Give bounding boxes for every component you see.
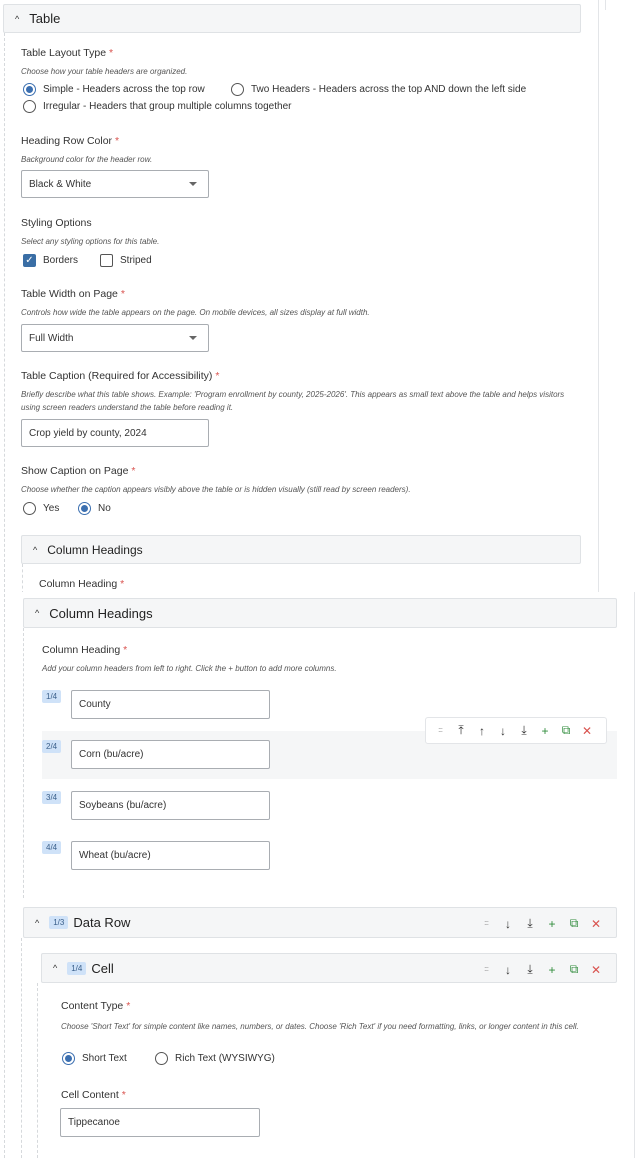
- nest-guide: [4, 33, 5, 1158]
- panel-border: [598, 0, 599, 592]
- move-down-icon[interactable]: ↓: [500, 723, 506, 738]
- radio-selected-icon: [78, 502, 91, 515]
- styling-desc: Select any styling options for this table.: [21, 237, 160, 246]
- move-bottom-icon[interactable]: ⤓: [527, 962, 533, 976]
- column-heading-input[interactable]: Soybeans (bu/acre): [71, 791, 270, 820]
- column-heading-input[interactable]: Wheat (bu/acre): [71, 841, 270, 870]
- copy-icon[interactable]: ⧉: [561, 723, 571, 737]
- layout-type-desc: Choose how your table headers are organized.: [21, 67, 188, 76]
- cell-content-label: Cell Content *: [61, 1089, 126, 1101]
- radio-icon: [23, 100, 36, 113]
- short-text-radio[interactable]: Short Text: [62, 1052, 127, 1065]
- item-badge: 1/4: [42, 690, 61, 703]
- panel-border: [605, 0, 606, 10]
- copy-icon[interactable]: ⧉: [569, 962, 579, 976]
- data-row-header[interactable]: [23, 907, 617, 938]
- move-down-icon[interactable]: ↓: [505, 962, 511, 977]
- item-badge: 4/4: [42, 841, 61, 854]
- move-bottom-icon[interactable]: ⤓: [521, 723, 527, 737]
- content-type-desc: Choose 'Short Text' for simple content like names, numbers, or dates. Choose 'Rich Text' if you need formatting, links, or longer content in this cell.: [61, 1022, 579, 1031]
- remove-icon[interactable]: ✕: [590, 916, 602, 931]
- column-heading-label: Column Heading *: [42, 644, 128, 656]
- show-caption-no-radio[interactable]: No: [78, 502, 111, 515]
- radio-icon: [231, 83, 244, 96]
- add-icon[interactable]: +: [541, 723, 549, 738]
- move-up-icon[interactable]: ↑: [479, 723, 485, 738]
- chevron-up-icon: ^: [33, 544, 38, 555]
- chevron-up-icon: ^: [35, 917, 40, 928]
- item-toolbar: [480, 916, 602, 931]
- show-caption-label: Show Caption on Page *: [21, 465, 136, 477]
- nest-guide: [23, 628, 24, 898]
- column-heading-label: Column Heading *: [39, 578, 125, 590]
- nest-guide: [21, 938, 22, 1158]
- item-badge: 1/4: [67, 962, 86, 975]
- column-heading-desc: Add your column headers from left to right. Click the + button to add more columns.: [42, 664, 337, 673]
- section-title: Column Headings: [47, 542, 143, 557]
- content-type-label: Content Type *: [61, 1000, 131, 1012]
- move-bottom-icon[interactable]: ⤓: [527, 916, 533, 930]
- styling-label: Styling Options: [21, 217, 92, 229]
- layout-simple-radio[interactable]: Simple - Headers across the top row: [23, 83, 205, 96]
- section-title: Column Headings: [49, 605, 153, 621]
- overlay-panel: [8, 592, 636, 1158]
- remove-icon[interactable]: ✕: [590, 962, 602, 977]
- radio-selected-icon: [23, 83, 36, 96]
- panel-border: [634, 592, 635, 1158]
- column-headings-header-behind[interactable]: [21, 535, 581, 564]
- cell-header[interactable]: [41, 953, 617, 983]
- drag-handle-icon[interactable]: ::::: [484, 920, 488, 927]
- heading-color-select[interactable]: Black & White: [21, 170, 209, 198]
- layout-type-label: Table Layout Type *: [21, 47, 114, 59]
- item-toolbar: [425, 717, 607, 744]
- checkmark-icon: ✓: [23, 254, 36, 267]
- caption-input[interactable]: Crop yield by county, 2024: [21, 419, 209, 447]
- heading-color-desc: Background color for the header row.: [21, 155, 153, 164]
- section-title: Table: [29, 11, 61, 26]
- item-badge: 3/4: [42, 791, 61, 804]
- caret-down-icon: [189, 336, 197, 340]
- section-title: Data Row: [73, 915, 131, 930]
- show-caption-yes-radio[interactable]: Yes: [23, 502, 59, 515]
- width-desc: Controls how wide the table appears on the page. On mobile devices, all sizes display at full width.: [21, 308, 370, 317]
- striped-checkbox[interactable]: Striped: [100, 254, 152, 267]
- chevron-up-icon: ^: [35, 608, 40, 618]
- drag-handle-icon[interactable]: ::::: [484, 966, 488, 973]
- layout-irregular-radio[interactable]: Irregular - Headers that group multiple columns together: [23, 100, 291, 113]
- move-top-icon[interactable]: ⤒: [458, 723, 464, 737]
- show-caption-desc: Choose whether the caption appears visibly above the table or is hidden visually (still read by screen readers).: [21, 485, 411, 494]
- caption-desc: Briefly describe what this table shows. Example: 'Program enrollment by county, 2025-2026'. This appears as small text above the table and helps visitors using screen readers understand the table before reading it.: [21, 390, 565, 412]
- move-down-icon[interactable]: ↓: [505, 916, 511, 931]
- table-section-header[interactable]: [3, 4, 581, 33]
- column-headings-header[interactable]: [23, 598, 617, 628]
- column-heading-input[interactable]: County: [71, 690, 270, 719]
- width-select[interactable]: Full Width: [21, 324, 209, 352]
- heading-color-label: Heading Row Color *: [21, 135, 120, 147]
- cell-content-input[interactable]: Tippecanoe: [60, 1108, 260, 1137]
- add-icon[interactable]: +: [548, 962, 556, 977]
- add-icon[interactable]: +: [548, 916, 556, 931]
- caret-down-icon: [189, 182, 197, 186]
- column-heading-input[interactable]: Corn (bu/acre): [71, 740, 270, 769]
- caption-label: Table Caption (Required for Accessibility) *: [21, 370, 220, 382]
- radio-icon: [155, 1052, 168, 1065]
- item-badge: 1/3: [49, 916, 68, 929]
- width-label: Table Width on Page *: [21, 288, 125, 300]
- rich-text-radio[interactable]: Rich Text (WYSIWYG): [155, 1052, 275, 1065]
- radio-icon: [23, 502, 36, 515]
- nest-guide: [37, 983, 38, 1158]
- copy-icon[interactable]: ⧉: [569, 916, 579, 930]
- drag-handle-icon[interactable]: ::::: [438, 727, 442, 734]
- item-toolbar: [480, 962, 602, 977]
- borders-checkbox[interactable]: ✓ Borders: [23, 254, 78, 267]
- checkbox-icon: [100, 254, 113, 267]
- layout-two-headers-radio[interactable]: Two Headers - Headers across the top AND down the left side: [231, 83, 526, 96]
- remove-icon[interactable]: ✕: [581, 723, 593, 738]
- section-title: Cell: [91, 960, 114, 976]
- nest-guide: [22, 564, 23, 594]
- chevron-up-icon: ^: [53, 963, 58, 973]
- item-badge: 2/4: [42, 740, 61, 753]
- chevron-up-icon: ^: [15, 13, 20, 24]
- radio-selected-icon: [62, 1052, 75, 1065]
